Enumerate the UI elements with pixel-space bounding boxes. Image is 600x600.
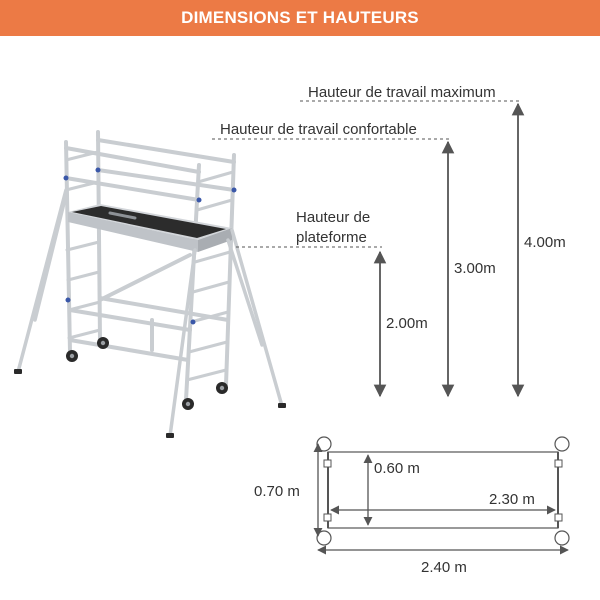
platform-height-label-line2: plateforme <box>296 229 367 246</box>
scaffold-illustration <box>14 132 286 438</box>
footprint-outer-frame <box>328 452 558 528</box>
inner-width-value: 0.60 m <box>374 460 420 477</box>
comfort-height-label: Hauteur de travail confortable <box>220 121 417 138</box>
footprint-plan <box>254 437 569 576</box>
comfort-height-value: 3.00m <box>454 260 496 277</box>
inner-length-value: 2.30 m <box>489 491 535 508</box>
page-title: DIMENSIONS ET HAUTEURS <box>181 8 419 27</box>
max-height-label: Hauteur de travail maximum <box>308 84 496 101</box>
total-length-value: 2.40 m <box>421 559 467 576</box>
total-width-value: 0.70 m <box>254 483 300 500</box>
max-height-value: 4.00m <box>524 234 566 251</box>
platform-height-label-line1: Hauteur de <box>296 209 371 226</box>
platform-height-value: 2.00m <box>386 315 428 332</box>
